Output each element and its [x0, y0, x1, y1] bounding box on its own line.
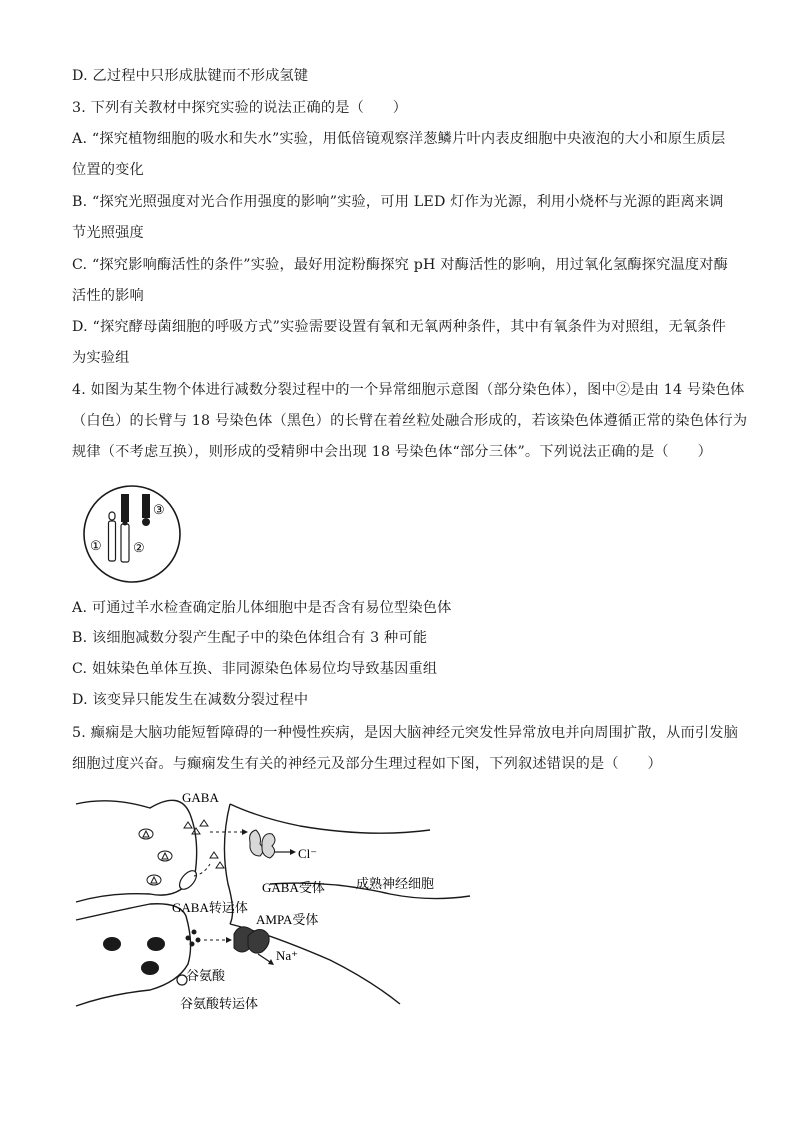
q4-stem-line3: 规律（不考虑互换），则形成的受精卵中会出现 18 号染色体“部分三体”。下列说法正确的是（ ）: [72, 444, 712, 460]
cell-outline: [84, 486, 180, 582]
upper-presynaptic-membrane: [76, 800, 197, 902]
q4-stem-line1: 4. 如图为某生物个体进行减数分裂过程中的一个异常细胞示意图（部分染色体），图中②是由 14 号染色体: [72, 382, 745, 398]
label-2: ②: [133, 540, 145, 555]
label-na: Na⁺: [276, 948, 299, 963]
gaba-transporter: [176, 868, 199, 893]
q5-stem-line1: 5. 癫痫是大脑功能短暂障碍的一种慢性疾病，是因大脑神经元突发性异常放电并向周围扩散，从而引发脑: [72, 725, 739, 741]
glutamate-molecules: [186, 930, 201, 947]
gaba-receptor: [250, 830, 275, 858]
q3-option-c-line2: 活性的影响: [72, 288, 144, 304]
q3-option-a-line2: 位置的变化: [72, 162, 144, 178]
q2-option-d: D. 乙过程中只形成肽键而不形成氢键: [72, 68, 309, 84]
q4-option-c: C. 姐妹染色单体互换、非同源染色体易位均导致基因重组: [72, 661, 438, 677]
gaba-molecules: [184, 820, 224, 868]
label-mature-neuron: 成熟神经细胞: [356, 876, 435, 891]
q3-option-b-line2: 节光照强度: [72, 225, 144, 241]
gaba-vesicles: [139, 829, 172, 885]
label-3: ③: [153, 502, 165, 517]
q3-option-c-line1: C. “探究影响酶活性的条件”实验，最好用淀粉酶探究 pH 对酶活性的影响，用过氧化氢酶探究温度对酶: [72, 257, 729, 273]
label-gaba-transporter: GABA转运体: [172, 900, 248, 915]
glutamate-vesicles: [103, 937, 165, 975]
q3-stem: 3. 下列有关教材中探究实验的说法正确的是（ ）: [72, 100, 408, 116]
q4-stem-line2: （白色）的长臂与 18 号染色体（黑色）的长臂在着丝粒处融合形成的，若该染色体遵循正常的染色体行为: [72, 413, 748, 429]
label-glutamate-transporter: 谷氨酸转运体: [180, 996, 259, 1011]
chromosome-1: [109, 512, 116, 561]
q5-stem-line2: 细胞过度兴奋。与癫痫发生有关的神经元及部分生理过程如下图，下列叙述错误的是（ ）: [72, 756, 662, 772]
arrowhead-icon: [290, 849, 296, 855]
q4-option-b: B. 该细胞减数分裂产生配子中的染色体组合有 3 种可能: [72, 630, 428, 646]
q4-option-d: D. 该变异只能发生在减数分裂过程中: [72, 692, 309, 708]
label-1: ①: [90, 538, 102, 553]
label-ampa-receptor: AMPA受体: [256, 912, 319, 927]
q3-option-d-line2: 为实验组: [72, 350, 130, 366]
q3-option-d-line1: D. “探究酵母菌细胞的呼吸方式”实验需要设置有氧和无氧两种条件，其中有氧条件为对照组，无氧条件: [72, 319, 727, 335]
q3-option-a-line1: A. “探究植物细胞的吸水和失水”实验，用低倍镜观察洋葱鳞片叶内表皮细胞中央液泡的大小和原生质层: [72, 131, 726, 147]
arrowhead-icon: [268, 959, 274, 965]
arrowhead-icon: [226, 937, 232, 943]
q4-option-a: A. 可通过羊水检查确定胎儿体细胞中是否含有易位型染色体: [72, 600, 452, 616]
arrowhead-icon: [242, 829, 248, 835]
q4-cell-diagram: [76, 484, 188, 584]
label-gaba: GABA: [182, 790, 219, 805]
label-gaba-receptor: GABA受体: [262, 880, 325, 895]
na-arrow: [258, 954, 270, 962]
q3-option-b-line1: B. “探究光照强度对光合作用强度的影响”实验，可用 LED 灯作为光源，利用小烧杯与光源的距离来调: [72, 194, 724, 210]
ampa-receptor: [234, 927, 269, 953]
lower-presynaptic-membrane: [76, 904, 191, 1006]
postsynaptic-upper-membrane: [230, 804, 430, 833]
q5-synapse-diagram: [70, 784, 510, 1024]
chromosome-3: [142, 494, 150, 526]
chromosome-2: [121, 494, 129, 562]
label-glutamate: 谷氨酸: [186, 968, 226, 983]
label-cl: Cl⁻: [298, 846, 318, 861]
